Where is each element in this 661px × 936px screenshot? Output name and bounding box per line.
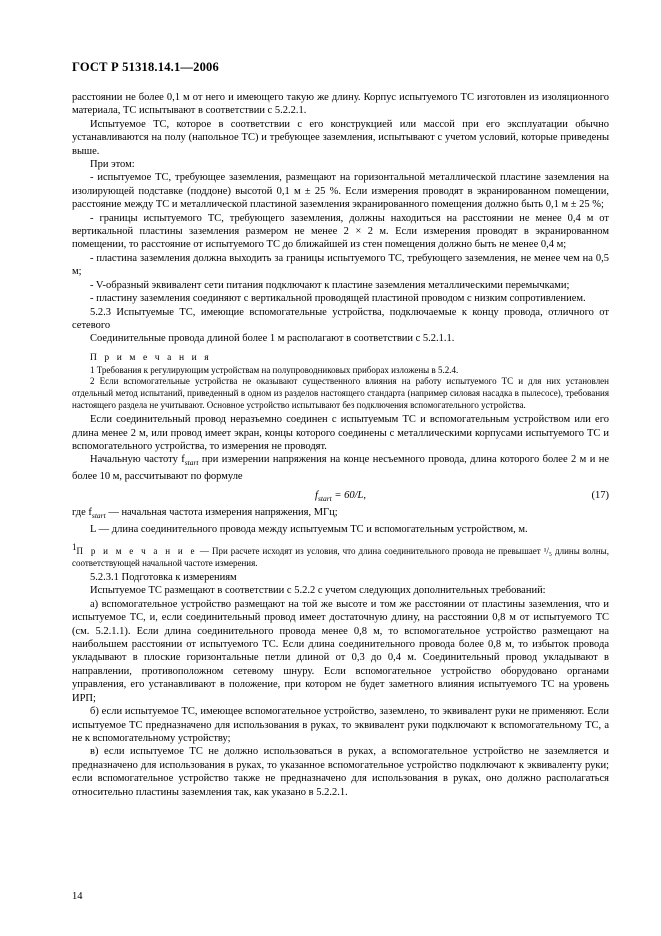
paragraph-11: Если соединительный провод неразъемно соединен с испытуемым ТС и вспомогательным устройством или его длина менее 2 м, или провод имеет экран, концы которого соединены с металлическими корпусами испытуемого ТС и вспомогательного устройства, то измерения не проводят. xyxy=(72,414,609,452)
paragraph-2: Испытуемое ТС, которое в соответствии с его конструкцией или массой при его эксплуатации обычно устанавливаются на полу (напольное ТС) и требующее заземления, испытывают с учетом условий, которые приведены выше. xyxy=(72,118,609,157)
footnote-label: П р и м е ч а н и е xyxy=(76,546,197,557)
footnote-text: — При расчете исходят из условия, что длина соединительного провода не превышает ¹/₅ длины волны, соответствующей начальной частоте измерения. xyxy=(72,546,609,568)
paragraph-4: - испытуемое ТС, требующее заземления, размещают на горизонтальной металлической пластине заземления на изолирующей подставке (поддоне) высотой 0,1 м ± 25 %. Если измерения проводят в экранированном помещении, расстояние между ТС и металлической пластиной заземления экранированного помещения должно быть 0,1 м ± 25 %; xyxy=(72,172,609,211)
legend-1-before: где f xyxy=(72,507,92,519)
note-2: 2 Если вспомогательные устройства не оказывают существенного влияния на работу испытуемого ТС и для них установлен отдельный метод испытаний, приведенный в одном из разделов настоящего стандарта (например силовая насадка в пылесосе), требования настоящего раздела не учитывают. Основное устройство испытывают без подключения вспомогательного устройства. xyxy=(72,376,609,410)
paragraph-1: расстоянии не более 0,1 м от него и имеющего такую же длину. Корпус испытуемого ТС изготовлен из изоляционного материала, ТС испытывают в соответствии с 5.2.2.1. xyxy=(72,92,609,117)
paragraph-3: При этом: xyxy=(90,159,135,171)
paragraph-5: - границы испытуемого ТС, требующего заземления, должны находиться на расстоянии не менее 0,4 м от вертикальной пластины заземления размером не менее 2 × 2 м. Если измерения проводят в экранированном помещении, то расстояние от испытуемого ТС до ближайшей из стен помещения должно быть не менее 0,4 м; xyxy=(72,212,609,251)
formula-legend-2: L — длина соединительного провода между испытуемым ТС и вспомогательным устройством, м. xyxy=(90,523,528,535)
paragraph-16: Испытуемое ТС размещают в соответствии с 5.2.2 с учетом следующих дополнительных требований: xyxy=(90,585,546,597)
clause-5-2-3-1-heading: 5.2.3.1 Подготовка к измерениям xyxy=(90,572,237,584)
formula-subscript: start xyxy=(317,494,332,504)
formula-legend-1 xyxy=(72,506,609,523)
legend-1-mid: — начальная частота измерения напряжения, МГц; xyxy=(105,507,338,519)
page-number: 14 xyxy=(72,891,83,902)
paragraph-10: Соединительные провода длиной более 1 м располагают в соответствии с 5.2.1.1. xyxy=(90,333,455,345)
paragraph-12-text-mid: при измерении напряжения на конце несъемного провода, длина которого более 2 м и не более 10 м, рассчитывают по формуле xyxy=(72,454,609,482)
paragraph-6: - пластина заземления должна выходить за границы испытуемого ТС, требующего заземления, не менее чем на 0,5 м; xyxy=(72,252,609,278)
list-item-a: а) вспомогательное устройство размещают на той же высоте и том же расстоянии от пластины заземления, что и испытуемое ТС, и, если соединительный провод имеет достаточную длину, на расстоянии 0,8 м от испытуемого ТС (см. 5.2.1.1). Если длина соединительного провода менее 0,8 м, то вспомогательное устройство размещают на наибольшем расстоянии от испытуемого ТС. Если длина соединительного провода более 0,8 м, то избыток провода укладывают в плоские горизонтальные петли длиной от 0,3 до 0,4 м. Соединительный провод укладывают в направлении, противоположном сетевому шнуру. Если вспомогательное устройство оборудовано органами управления, его устанавливают в положение, при котором не будет заметного влияния испытуемого ТС на уровень ИРП; xyxy=(72,598,609,704)
paragraph-12-text-before: Начальную частоту f xyxy=(90,454,185,466)
clause-5-2-3-heading: 5.2.3 Испытуемые ТС, имеющие вспомогательные устройства, подключаемые к концу провода, отличного от сетевого xyxy=(72,306,609,331)
list-item-v: в) если испытуемое ТС не должно использоваться в руках, а вспомогательное устройство не заземляется и предназначено для использования в руках, то указанное вспомогательное устройство подключают к эквиваленту руки; если вспомогательное устройство также не предназначено для использования в руках, оно должно располагаться относительно пластины заземления так, как указано в 5.2.2.1. xyxy=(72,746,609,798)
footnote xyxy=(72,542,609,569)
paragraph-7: - V-образный эквивалент сети питания подключают к пластине заземления металлическими перемычками; xyxy=(90,279,570,291)
formula-expression: = 60/L, xyxy=(331,490,366,502)
paragraph-8: - пластину заземления соединяют с вертикальной проводящей пластиной проводом с низким сопротивлением. xyxy=(90,293,586,305)
paragraph-12 xyxy=(72,453,609,483)
paragraph-12-subscript: start xyxy=(184,458,199,468)
notes-title: П р и м е ч а н и я xyxy=(90,352,212,363)
note-1: 1 Требования к регулирующим устройствам на полупроводниковых приборах изложены в 5.2.4. xyxy=(90,364,459,375)
formula-variable: f xyxy=(315,490,318,502)
legend-1-subscript: start xyxy=(91,511,106,521)
document-standard-header: ГОСТ Р 51318.14.1—2006 xyxy=(72,60,219,74)
formula-number: (17) xyxy=(591,490,609,502)
footnote-marker: 1 xyxy=(72,542,77,553)
list-item-b: б) если испытуемое ТС, имеющее вспомогательное устройство, заземлено, то эквивалент руки не применяют. Если испытуемое ТС предназначено для использования в руках, то эквивалент руки подключают к вспомогательному ТС, а не к вспомогательному устройству; xyxy=(72,706,609,744)
formula-17 xyxy=(72,490,609,503)
